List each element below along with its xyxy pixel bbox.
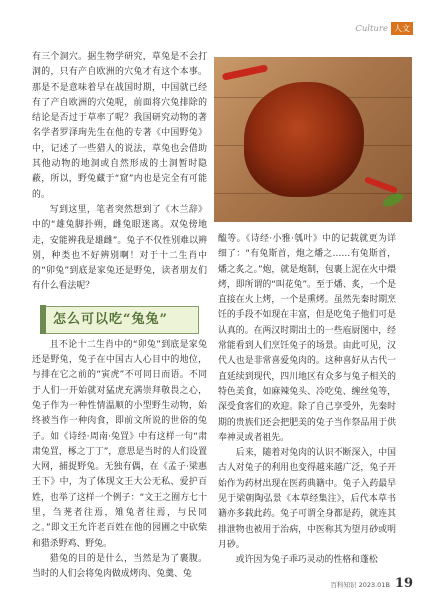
section-title: 怎么可以吃“兔兔” [53, 312, 168, 328]
section-heading-box [40, 306, 199, 334]
right-column [218, 232, 396, 569]
heading-accent-bar [40, 305, 46, 334]
category-label-en: Culture [355, 23, 388, 34]
chili-pepper [222, 64, 268, 80]
left-column [32, 50, 207, 583]
page-number: 19 [394, 576, 413, 591]
braised-rabbit-dish [244, 82, 364, 197]
page-footer [331, 576, 414, 591]
category-badge: 人文 [391, 22, 413, 35]
rabbit-dish-photo [214, 57, 412, 222]
paragraph: 猎兔的目的是什么，当然是为了裹腹。当时的人们会将兔肉做成烤肉、兔羹、兔 [32, 553, 207, 580]
page-header [355, 22, 413, 35]
magazine-issue: 百科知识 2023.01B [330, 581, 390, 589]
paragraph: 写到这里，笔者突然想到了《木兰辞》中的“雄兔脚扑朔，雌兔眼迷离。双兔傍地走，安能辨我是雄雌”。兔子不仅性别难以辨别，种类也不好辨别啊！对于十二生肖中的“卯兔”到底是家兔还是野兔，读者朋友们有什么看法呢？ [32, 204, 207, 292]
paragraph: 有三个洞穴。据生物学研究，草兔是不会打洞的，只有产自欧洲的穴兔才有这个本事。那是不是意味着早在战国时期，中国就已经有了产自欧洲的穴兔呢，前面将穴兔排除的结论是否过于草率了呢？我国研究动物的著名学者罗泽珣先生在他的专著《中国野兔》中，记述了一些猎人的说法，草兔也会借助其他动物的地洞或自然形成的土洞暂时隐蔽，所以，野兔藏于“窟”内也是完全有可能的。 [32, 52, 207, 200]
paragraph: 或许因为兔子乖巧灵动的性格和蓬松 [235, 555, 378, 566]
chili-pepper [364, 176, 398, 193]
paragraph: 醢等。《诗经·小雅·瓠叶》中的记载就更为详细了：“有兔斯首，炮之燔之……有兔斯首，燔之炙之。”炮，就是炮制，包裹上泥在火中煨烤，即所谓的“叫花兔”。至于燔、炙，一个是直接在火上烤，一个是熏烤。虽然先秦时期烹饪的手段不如现在丰富，但是吃兔子他们可是认真的。在两汉时期出土的一些庖厨图中，经常能看到人们烹饪兔子的场景。由此可见，汉代人也是非常喜爱兔肉的。这种喜好从古代一直延续到现代，四川地区有众多与兔子相关的特色美食，如麻辣兔头、冷吃兔、缠丝兔等，深受食客们的欢迎。除了自己享受外，先秦时期的贵族们还会把肥美的兔子当作祭品用于供奉神灵或者祖先。 [218, 234, 396, 443]
paragraph: 且不论十二生肖中的“卯兔”到底是家兔还是野兔，兔子在中国古人心目中的地位，与排在它之前的“寅虎”不可同日而语。不同于人们一开始就对猛虎充满崇拜敬畏之心，兔子作为一种性情温顺的小型野生动物，始终被当作一种肉食，即前文所说的世俗的兔子。如《诗经·周南·兔罝》中有这样一句“肃肃兔罝，椓之丁丁”，意思是当时的人们设置大网，捕捉野兔。无独有偶，在《孟子·梁惠王下》中，为了体现文王大公无私、爱护百姓，也举了这样一个例子：“文王之囿方七十里，刍荛者往焉，雉兔者往焉，与民同之。”即文王允许老百姓在他的园圃之中砍柴和猎杀野鸡、野兔。 [32, 339, 207, 549]
paragraph: 后来，随着对兔肉的认识不断深入，中国古人对兔子的利用也变得越来越广泛，兔子开始作为药材出现在医药典籍中。兔子入药最早见于梁朝陶弘景《本草经集注》，后代本草书籍亦多载此药。兔子可谓全身都是药，就连其排泄物也被用于治病，中医称其为望月砂或明月砂。 [218, 448, 396, 550]
